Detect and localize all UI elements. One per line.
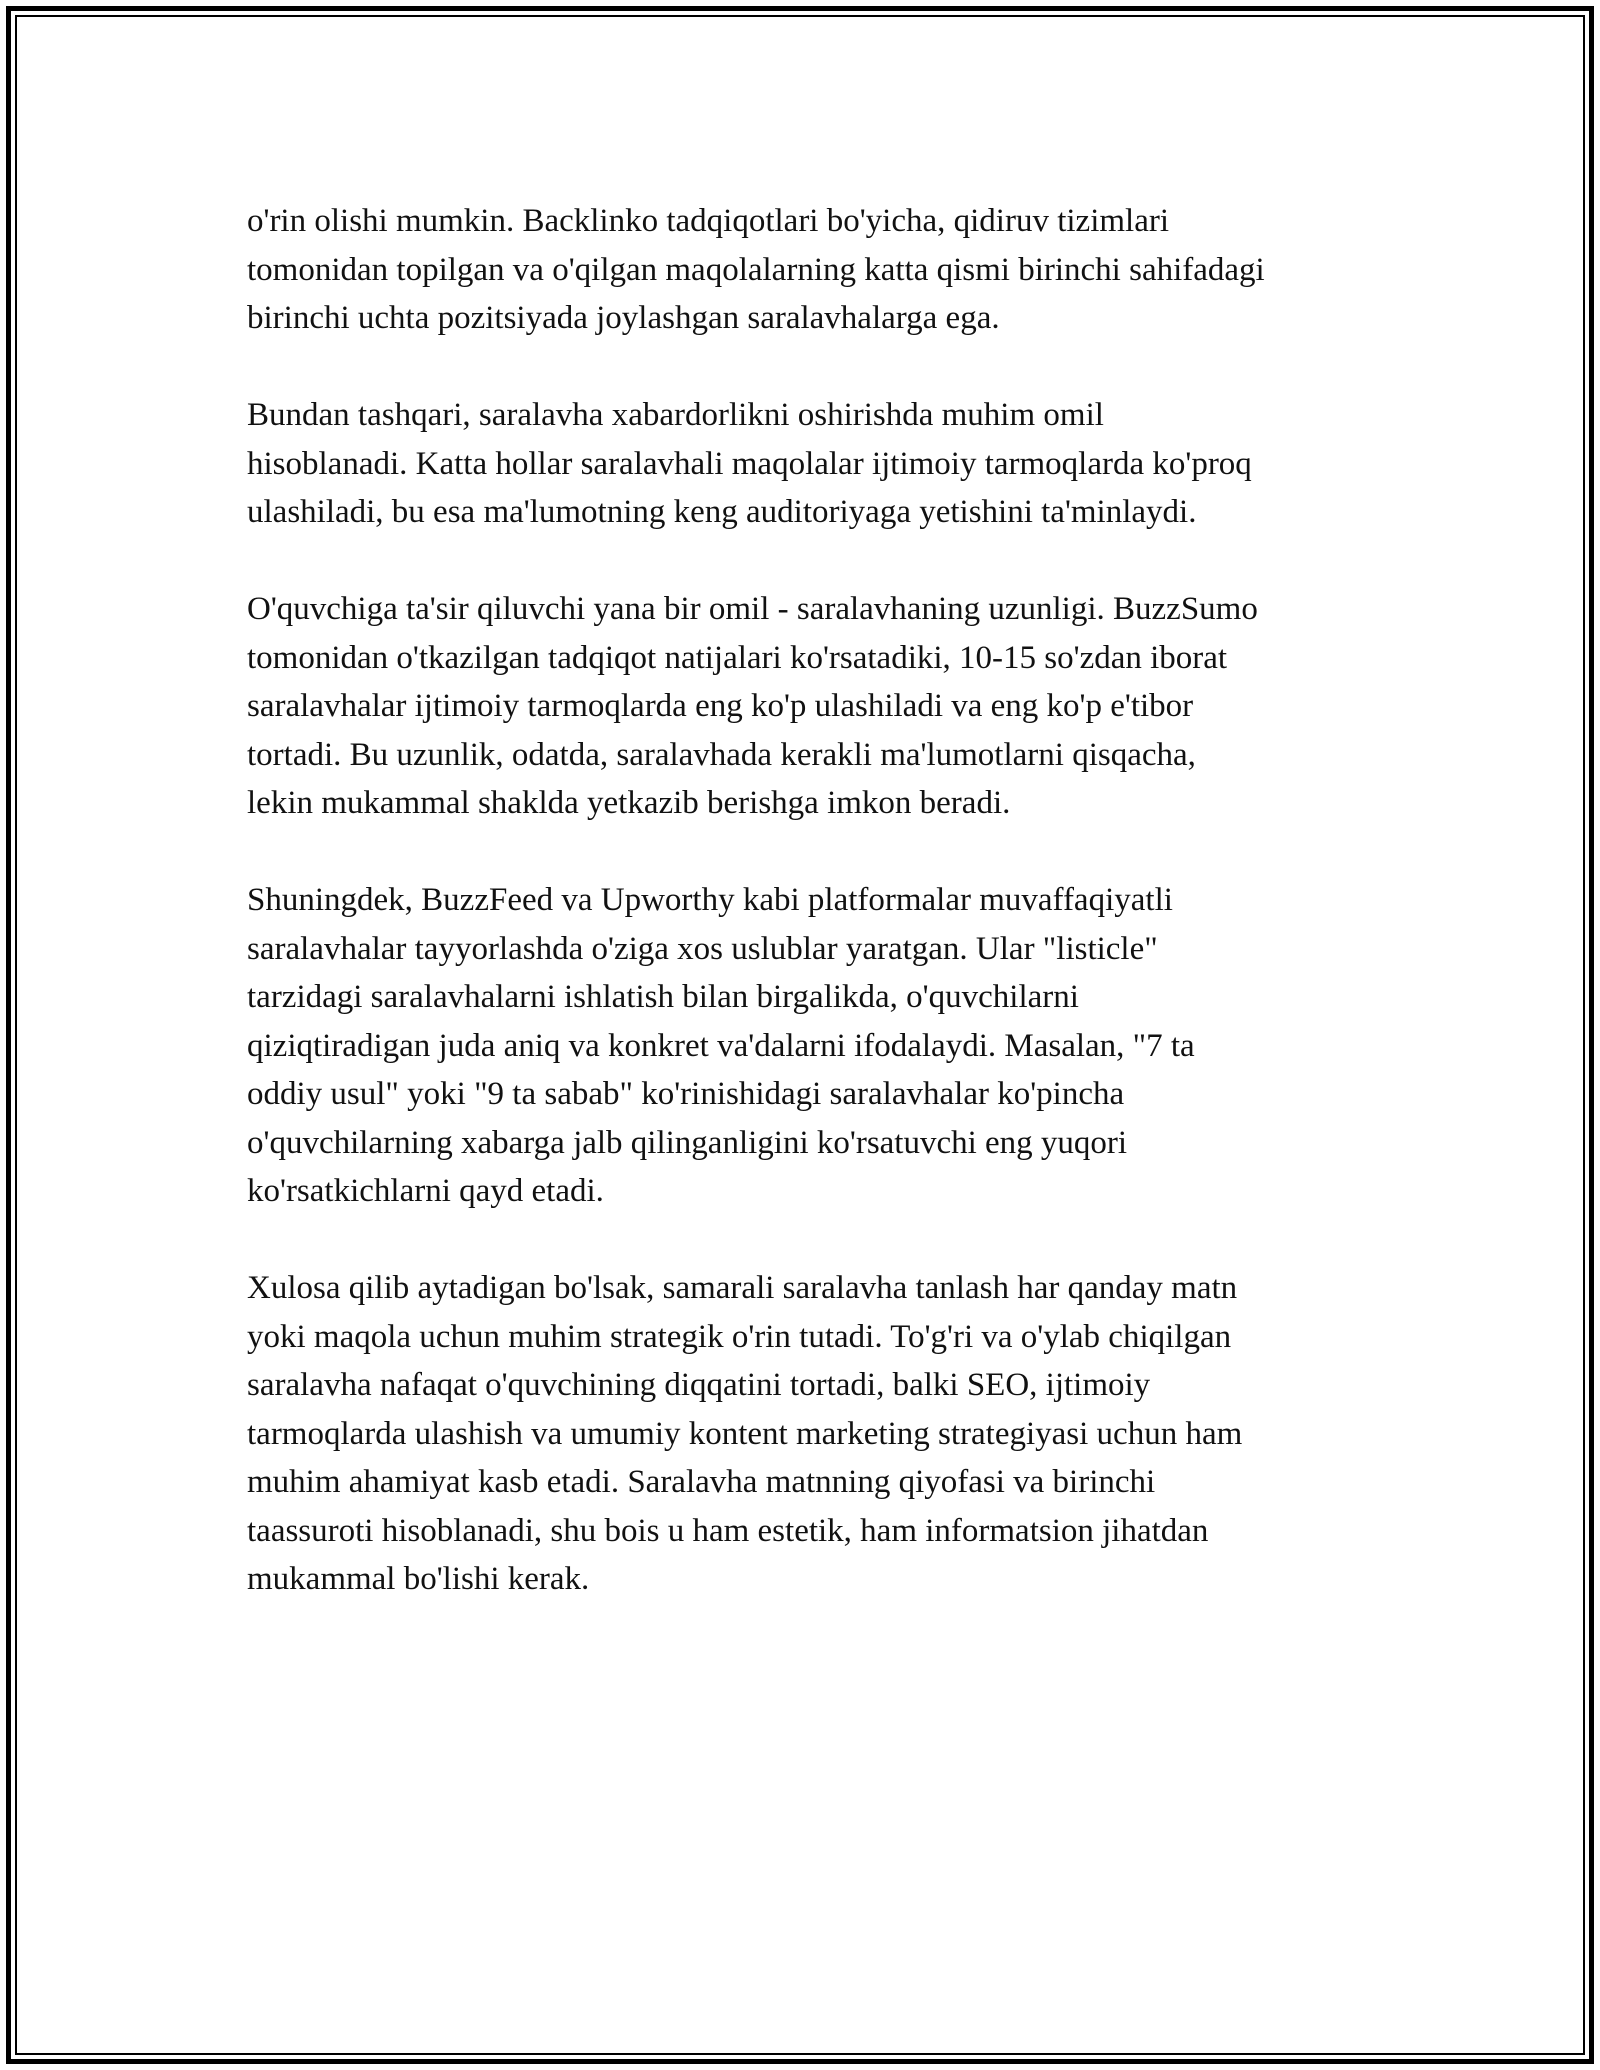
paragraph-4: Shuningdek, BuzzFeed va Upworthy kabi platformalar muvaffaqiyatli saralavhalar tayyorlashda o'ziga xos uslublar yaratgan. Ular "listicle" tarzidagi saralavhalarni ishlatish bilan birgalikda, o'quvchilarni qiziqtiradigan juda aniq va konkret va'dalarni ifodalaydi. Masalan, "7 ta oddiy usul" yoki "9 ta sabab" ko'rinishidagi saralavhalar ko'pincha o'quvchilarning xabarga jalb qilinganligini ko'rsatuvchi eng yuqori ko'rsatkichlarni qayd etadi. (247, 882, 1195, 1209)
paragraph-2: Bundan tashqari, saralavha xabardorlikni oshirishda muhim omil hisoblanadi. Katta hollar saralavhali maqolalar ijtimoiy tarmoqlarda ko'proq ulashiladi, bu esa ma'lumotning keng auditoriyaga yetishini ta'minlaydi. (247, 397, 1252, 530)
page-border (6, 6, 1594, 2064)
paragraph-1: o'rin olishi mumkin. Backlinko tadqiqotlari bo'yicha, qidiruv tizimlari tomonidan topilgan va o'qilgan maqolalarning katta qismi birinchi sahifadagi birinchi uchta pozitsiyada joylashgan saralavhalarga ega. (247, 203, 1265, 336)
paragraph-5: Xulosa qilib aytadigan bo'lsak, samarali saralavha tanlash har qanday matn yoki maqola uchun muhim strategik o'rin tutadi. To'g'ri va o'ylab chiqilgan saralavha nafaqat o'quvchining diqqatini tortadi, balki SEO, ijtimoiy tarmoqlarda ulashish va umumiy kontent marketing strategiyasi uchun ham muhim ahamiyat kasb etadi. Saralavha matnning qiyofasi va birinchi taassuroti hisoblanadi, shu bois u ham estetik, ham informatsion jihatdan mukammal bo'lishi kerak. (247, 1270, 1243, 1597)
document-body (247, 197, 1397, 1652)
paragraph-3: O'quvchiga ta'sir qiluvchi yana bir omil - saralavhaning uzunligi. BuzzSumo tomonidan o'tkazilgan tadqiqot natijalari ko'rsatadiki, 10-15 so'zdan iborat saralavhalar ijtimoiy tarmoqlarda eng ko'p ulashiladi va eng ko'p e'tibor tortadi. Bu uzunlik, odatda, saralavhada kerakli ma'lumotlarni qisqacha, lekin mukammal shaklda yetkazib berishga imkon beradi. (247, 591, 1258, 821)
